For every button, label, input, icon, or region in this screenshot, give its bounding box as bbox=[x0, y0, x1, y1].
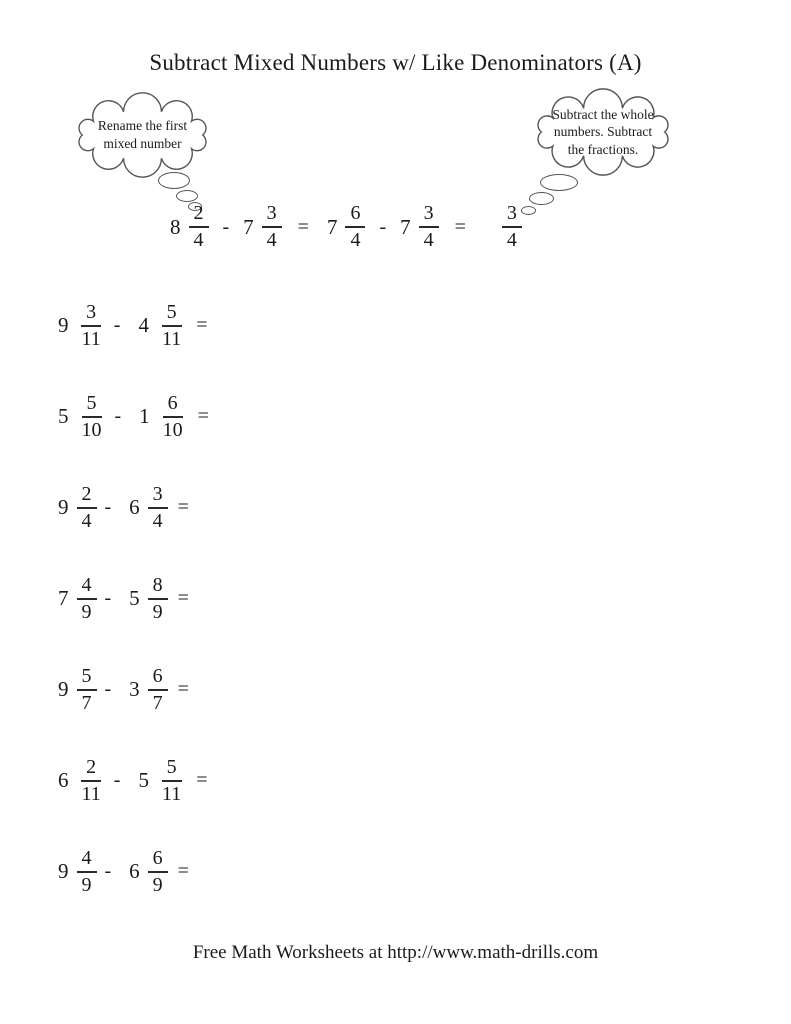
mixed-number bbox=[58, 392, 107, 442]
numerator: 3 bbox=[81, 301, 101, 327]
equals-sign: = bbox=[177, 587, 189, 609]
denominator: 10 bbox=[162, 418, 183, 441]
denominator: 7 bbox=[81, 691, 92, 714]
whole-number: 9 bbox=[58, 859, 69, 883]
problem-row bbox=[58, 826, 209, 917]
equals-sign: = bbox=[177, 860, 189, 882]
fraction bbox=[77, 847, 97, 897]
minus-sign: - bbox=[104, 678, 112, 700]
thought-bubble-left-text bbox=[55, 92, 230, 178]
numerator: 3 bbox=[419, 202, 439, 228]
fraction bbox=[77, 392, 107, 442]
problem-row bbox=[58, 553, 209, 644]
mixed-number bbox=[129, 665, 168, 715]
problem-row bbox=[58, 644, 209, 735]
denominator: 4 bbox=[152, 509, 163, 532]
numerator: 3 bbox=[502, 202, 522, 228]
thought-trail-dot bbox=[158, 172, 190, 189]
denominator: 11 bbox=[81, 327, 101, 350]
fraction bbox=[77, 301, 106, 351]
numerator: 3 bbox=[148, 483, 168, 509]
equals-sign: = bbox=[196, 769, 208, 791]
denominator: 9 bbox=[152, 873, 163, 896]
problem-list bbox=[58, 280, 209, 917]
numerator: 6 bbox=[148, 665, 168, 691]
denominator: 9 bbox=[152, 600, 163, 623]
bubble-line: mixed number bbox=[103, 136, 182, 151]
bubble-line: the fractions. bbox=[567, 141, 639, 157]
thought-trail-dot bbox=[540, 174, 578, 191]
problem-row bbox=[58, 462, 209, 553]
thought-trail-dot bbox=[529, 192, 554, 205]
minus-sign: - bbox=[113, 314, 121, 336]
minus-sign: - bbox=[104, 496, 112, 518]
denominator: 7 bbox=[152, 691, 163, 714]
example-mixed-number bbox=[243, 202, 282, 252]
fraction bbox=[189, 202, 209, 252]
mixed-number bbox=[129, 483, 168, 533]
numerator: 2 bbox=[77, 483, 97, 509]
equals-sign: = bbox=[177, 678, 189, 700]
problem-row bbox=[58, 280, 209, 371]
mixed-number bbox=[139, 392, 188, 442]
equals-sign: = bbox=[177, 496, 189, 518]
bubble-line: Subtract the whole bbox=[552, 106, 654, 122]
whole-number: 7 bbox=[243, 214, 254, 239]
mixed-number bbox=[58, 483, 97, 533]
mixed-number bbox=[138, 756, 186, 806]
thought-bubble-right-text bbox=[514, 88, 692, 176]
denominator: 11 bbox=[81, 782, 101, 805]
fraction bbox=[77, 483, 97, 533]
thought-bubble-right bbox=[514, 88, 692, 176]
footer-credit: Free Math Worksheets at http://www.math-drills.com bbox=[192, 942, 599, 963]
minus-sign: - bbox=[104, 860, 112, 882]
fraction bbox=[77, 574, 97, 624]
numerator: 3 bbox=[262, 202, 282, 228]
whole-number: 6 bbox=[58, 768, 69, 792]
whole-number: 5 bbox=[129, 586, 140, 610]
example-answer-fraction bbox=[502, 202, 522, 252]
minus-sign: - bbox=[222, 215, 230, 238]
mixed-number bbox=[129, 847, 168, 897]
denominator: 4 bbox=[423, 229, 434, 251]
numerator: 8 bbox=[148, 574, 168, 600]
numerator: 2 bbox=[189, 202, 209, 228]
fraction bbox=[148, 847, 168, 897]
whole-number: 5 bbox=[58, 404, 69, 428]
minus-sign: - bbox=[104, 587, 112, 609]
mixed-number bbox=[138, 301, 186, 351]
fraction bbox=[157, 301, 186, 351]
whole-number: 8 bbox=[170, 214, 181, 239]
denominator: 4 bbox=[506, 229, 517, 251]
equals-sign: = bbox=[454, 215, 466, 238]
whole-number: 5 bbox=[138, 768, 149, 792]
example-mixed-number bbox=[327, 202, 366, 252]
worksheet-title: Subtract Mixed Numbers w/ Like Denominators (A) bbox=[149, 50, 642, 75]
fraction bbox=[158, 392, 188, 442]
whole-number: 7 bbox=[326, 214, 338, 239]
bubble-line: numbers. Subtract bbox=[553, 124, 653, 140]
fraction bbox=[157, 756, 186, 806]
denominator: 4 bbox=[193, 229, 204, 251]
fraction bbox=[345, 202, 365, 252]
bubble-line: Rename the first bbox=[97, 118, 188, 134]
mixed-number bbox=[58, 756, 106, 806]
mixed-number bbox=[58, 665, 97, 715]
denominator: 9 bbox=[81, 873, 92, 896]
denominator: 11 bbox=[161, 327, 182, 350]
numerator: 5 bbox=[77, 665, 97, 691]
fraction bbox=[419, 202, 439, 252]
mixed-number bbox=[129, 574, 168, 624]
denominator: 4 bbox=[266, 229, 277, 251]
whole-number: 6 bbox=[129, 495, 140, 519]
minus-sign: - bbox=[113, 769, 121, 791]
numerator: 2 bbox=[81, 756, 101, 782]
fraction bbox=[77, 756, 106, 806]
whole-number: 7 bbox=[58, 586, 69, 610]
minus-sign: - bbox=[114, 405, 122, 427]
numerator: 4 bbox=[77, 847, 97, 873]
equals-sign: = bbox=[197, 405, 209, 427]
thought-trail-dot bbox=[176, 190, 198, 202]
numerator: 6 bbox=[148, 847, 168, 873]
problem-row bbox=[58, 735, 209, 826]
example-equation bbox=[170, 202, 522, 252]
equals-sign: = bbox=[297, 215, 309, 238]
denominator: 4 bbox=[81, 509, 92, 532]
mixed-number bbox=[58, 301, 106, 351]
denominator: 4 bbox=[350, 229, 361, 251]
denominator: 10 bbox=[81, 418, 102, 441]
whole-number: 4 bbox=[138, 313, 149, 337]
numerator: 6 bbox=[163, 392, 183, 418]
example-mixed-number bbox=[400, 202, 439, 252]
fraction bbox=[77, 665, 97, 715]
mixed-number bbox=[58, 574, 97, 624]
thought-trail-dot bbox=[521, 206, 536, 215]
numerator: 4 bbox=[77, 574, 97, 600]
minus-sign: - bbox=[379, 215, 387, 238]
numerator: 5 bbox=[162, 301, 182, 327]
whole-number: 1 bbox=[139, 404, 150, 428]
numerator: 5 bbox=[82, 392, 102, 418]
example-mixed-number bbox=[170, 202, 209, 252]
problem-row bbox=[58, 371, 209, 462]
denominator: 9 bbox=[81, 600, 92, 623]
mixed-number bbox=[58, 847, 97, 897]
fraction bbox=[148, 483, 168, 533]
numerator: 5 bbox=[162, 756, 182, 782]
numerator: 6 bbox=[345, 202, 365, 228]
denominator: 11 bbox=[161, 782, 182, 805]
whole-number: 7 bbox=[400, 214, 411, 239]
fraction bbox=[148, 665, 168, 715]
whole-number: 3 bbox=[129, 677, 140, 701]
whole-number: 9 bbox=[58, 313, 69, 337]
whole-number: 9 bbox=[58, 495, 69, 519]
whole-number: 9 bbox=[58, 677, 69, 701]
fraction bbox=[262, 202, 282, 252]
equals-sign: = bbox=[196, 314, 208, 336]
thought-bubble-left bbox=[55, 92, 230, 178]
fraction bbox=[148, 574, 168, 624]
whole-number: 6 bbox=[129, 859, 140, 883]
